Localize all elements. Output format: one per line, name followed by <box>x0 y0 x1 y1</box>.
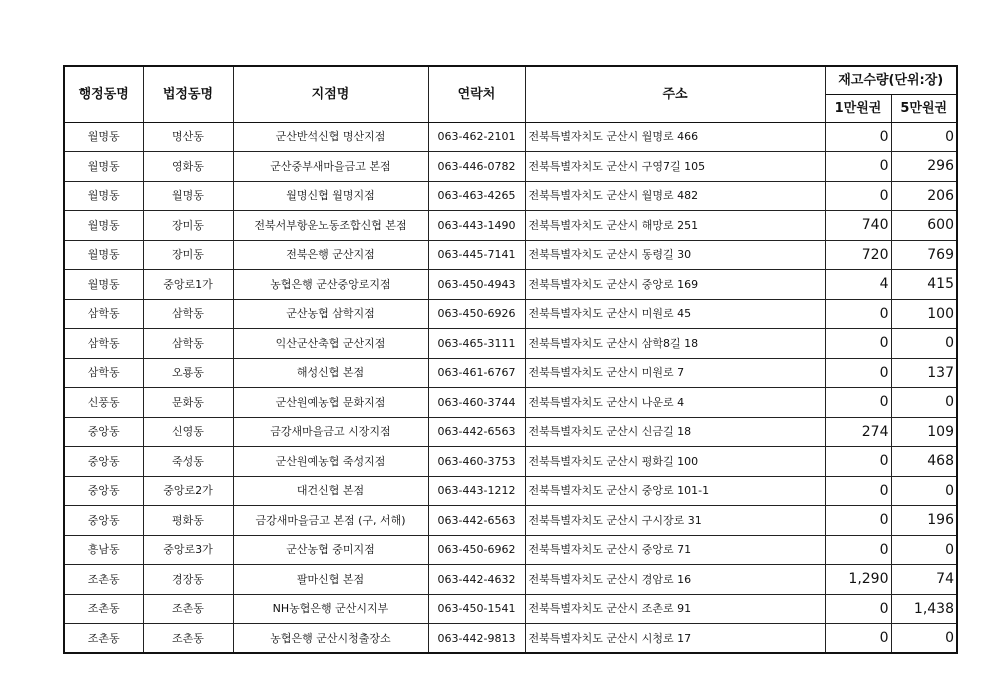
cell-contact: 063-442-6563 <box>428 506 525 536</box>
cell-stock-50k: 196 <box>891 506 957 536</box>
cell-stock-10k: 0 <box>825 476 891 506</box>
cell-stock-50k: 296 <box>891 152 957 182</box>
cell-branch: 팔마신협 본점 <box>233 565 428 595</box>
cell-branch: 군산농협 삼학지점 <box>233 299 428 329</box>
cell-stock-50k: 0 <box>891 624 957 654</box>
cell-address: 전북특별자치도 군산시 조촌로 91 <box>525 594 825 624</box>
cell-stock-10k: 0 <box>825 594 891 624</box>
cell-contact: 063-462-2101 <box>428 122 525 152</box>
cell-address: 전북특별자치도 군산시 평화길 100 <box>525 447 825 477</box>
cell-legal-dong: 신영동 <box>143 417 233 447</box>
cell-admin-dong: 조촌동 <box>64 624 143 654</box>
cell-address: 전북특별자치도 군산시 미원로 45 <box>525 299 825 329</box>
cell-stock-10k: 274 <box>825 417 891 447</box>
cell-branch: 전북서부항운노동조합신협 본점 <box>233 211 428 241</box>
cell-contact: 063-460-3753 <box>428 447 525 477</box>
cell-legal-dong: 죽성동 <box>143 447 233 477</box>
cell-contact: 063-442-6563 <box>428 417 525 447</box>
header-stock-group: 재고수량(단위:장) <box>825 66 957 94</box>
table-row <box>64 181 957 211</box>
cell-stock-50k: 769 <box>891 240 957 270</box>
table-row <box>64 152 957 182</box>
table-body <box>64 122 957 653</box>
cell-stock-50k: 109 <box>891 417 957 447</box>
table-row <box>64 299 957 329</box>
cell-contact: 063-450-1541 <box>428 594 525 624</box>
cell-contact: 063-461-6767 <box>428 358 525 388</box>
cell-stock-50k: 206 <box>891 181 957 211</box>
cell-branch: 전북은행 군산지점 <box>233 240 428 270</box>
cell-admin-dong: 월명동 <box>64 211 143 241</box>
table-row <box>64 388 957 418</box>
cell-admin-dong: 중앙동 <box>64 506 143 536</box>
cell-address: 전북특별자치도 군산시 나운로 4 <box>525 388 825 418</box>
cell-stock-10k: 0 <box>825 152 891 182</box>
cell-branch: 농협은행 군산시청출장소 <box>233 624 428 654</box>
cell-admin-dong: 월명동 <box>64 152 143 182</box>
cell-admin-dong: 월명동 <box>64 240 143 270</box>
cell-stock-50k: 0 <box>891 535 957 565</box>
cell-admin-dong: 중앙동 <box>64 447 143 477</box>
cell-contact: 063-442-4632 <box>428 565 525 595</box>
table-row <box>64 476 957 506</box>
cell-address: 전북특별자치도 군산시 월명로 482 <box>525 181 825 211</box>
cell-stock-10k: 1,290 <box>825 565 891 595</box>
cell-contact: 063-443-1490 <box>428 211 525 241</box>
cell-contact: 063-450-6962 <box>428 535 525 565</box>
cell-stock-50k: 468 <box>891 447 957 477</box>
cell-branch: 대건신협 본점 <box>233 476 428 506</box>
table-row <box>64 358 957 388</box>
cell-legal-dong: 조촌동 <box>143 624 233 654</box>
stock-table <box>63 65 958 654</box>
cell-admin-dong: 조촌동 <box>64 594 143 624</box>
header-stock-50k: 5만원권 <box>891 94 957 122</box>
cell-contact: 063-450-6926 <box>428 299 525 329</box>
cell-legal-dong: 장미동 <box>143 211 233 241</box>
cell-legal-dong: 중앙로3가 <box>143 535 233 565</box>
cell-address: 전북특별자치도 군산시 동령길 30 <box>525 240 825 270</box>
cell-branch: 금강새마을금고 시장지점 <box>233 417 428 447</box>
cell-admin-dong: 중앙동 <box>64 476 143 506</box>
cell-stock-50k: 74 <box>891 565 957 595</box>
cell-address: 전북특별자치도 군산시 시청로 17 <box>525 624 825 654</box>
cell-stock-10k: 0 <box>825 122 891 152</box>
cell-stock-10k: 740 <box>825 211 891 241</box>
cell-legal-dong: 조촌동 <box>143 594 233 624</box>
cell-stock-50k: 100 <box>891 299 957 329</box>
cell-legal-dong: 삼학동 <box>143 329 233 359</box>
table-row <box>64 329 957 359</box>
cell-branch: 월명신협 월명지점 <box>233 181 428 211</box>
cell-stock-10k: 720 <box>825 240 891 270</box>
cell-admin-dong: 삼학동 <box>64 329 143 359</box>
table-row <box>64 447 957 477</box>
cell-admin-dong: 월명동 <box>64 270 143 300</box>
cell-legal-dong: 오룡동 <box>143 358 233 388</box>
cell-stock-10k: 0 <box>825 388 891 418</box>
table-row <box>64 624 957 654</box>
cell-branch: 군산원예농협 죽성지점 <box>233 447 428 477</box>
header-contact: 연락처 <box>428 66 525 122</box>
cell-contact: 063-443-1212 <box>428 476 525 506</box>
cell-contact: 063-442-9813 <box>428 624 525 654</box>
cell-legal-dong: 평화동 <box>143 506 233 536</box>
cell-stock-50k: 137 <box>891 358 957 388</box>
table-row <box>64 506 957 536</box>
cell-stock-10k: 4 <box>825 270 891 300</box>
cell-stock-50k: 600 <box>891 211 957 241</box>
table-row <box>64 122 957 152</box>
cell-admin-dong: 삼학동 <box>64 358 143 388</box>
header-admin-dong: 행정동명 <box>64 66 143 122</box>
cell-legal-dong: 경장동 <box>143 565 233 595</box>
header-branch: 지점명 <box>233 66 428 122</box>
cell-admin-dong: 삼학동 <box>64 299 143 329</box>
cell-admin-dong: 조촌동 <box>64 565 143 595</box>
cell-legal-dong: 영화동 <box>143 152 233 182</box>
cell-address: 전북특별자치도 군산시 중앙로 169 <box>525 270 825 300</box>
cell-branch: 군산반석신협 명산지점 <box>233 122 428 152</box>
cell-address: 전북특별자치도 군산시 중앙로 101-1 <box>525 476 825 506</box>
cell-legal-dong: 중앙로2가 <box>143 476 233 506</box>
cell-address: 전북특별자치도 군산시 해망로 251 <box>525 211 825 241</box>
table-header <box>64 66 957 122</box>
cell-legal-dong: 중앙로1가 <box>143 270 233 300</box>
cell-admin-dong: 신풍동 <box>64 388 143 418</box>
cell-address: 전북특별자치도 군산시 삼학8길 18 <box>525 329 825 359</box>
header-stock-10k: 1만원권 <box>825 94 891 122</box>
table-row <box>64 240 957 270</box>
cell-address: 전북특별자치도 군산시 미원로 7 <box>525 358 825 388</box>
cell-branch: 군산원예농협 문화지점 <box>233 388 428 418</box>
cell-stock-10k: 0 <box>825 358 891 388</box>
cell-legal-dong: 명산동 <box>143 122 233 152</box>
table-row <box>64 535 957 565</box>
cell-stock-10k: 0 <box>825 624 891 654</box>
cell-legal-dong: 문화동 <box>143 388 233 418</box>
cell-stock-10k: 0 <box>825 506 891 536</box>
cell-branch: 금강새마을금고 본점 (구, 서해) <box>233 506 428 536</box>
cell-branch: 군산중부새마을금고 본점 <box>233 152 428 182</box>
cell-contact: 063-460-3744 <box>428 388 525 418</box>
cell-stock-10k: 0 <box>825 329 891 359</box>
cell-contact: 063-463-4265 <box>428 181 525 211</box>
header-legal-dong: 법정동명 <box>143 66 233 122</box>
cell-address: 전북특별자치도 군산시 신금길 18 <box>525 417 825 447</box>
table-row <box>64 417 957 447</box>
cell-stock-10k: 0 <box>825 535 891 565</box>
table-row <box>64 594 957 624</box>
cell-legal-dong: 장미동 <box>143 240 233 270</box>
table-row <box>64 270 957 300</box>
cell-contact: 063-446-0782 <box>428 152 525 182</box>
cell-stock-50k: 0 <box>891 476 957 506</box>
cell-address: 전북특별자치도 군산시 구영7길 105 <box>525 152 825 182</box>
cell-branch: NH농협은행 군산시지부 <box>233 594 428 624</box>
table-row <box>64 211 957 241</box>
cell-address: 전북특별자치도 군산시 구시장로 31 <box>525 506 825 536</box>
cell-stock-50k: 415 <box>891 270 957 300</box>
cell-address: 전북특별자치도 군산시 중앙로 71 <box>525 535 825 565</box>
cell-branch: 익산군산축협 군산지점 <box>233 329 428 359</box>
cell-address: 전북특별자치도 군산시 월명로 466 <box>525 122 825 152</box>
header-address: 주소 <box>525 66 825 122</box>
cell-contact: 063-465-3111 <box>428 329 525 359</box>
cell-branch: 군산농협 중미지점 <box>233 535 428 565</box>
cell-stock-50k: 0 <box>891 122 957 152</box>
cell-stock-10k: 0 <box>825 299 891 329</box>
cell-stock-50k: 0 <box>891 388 957 418</box>
cell-admin-dong: 흥남동 <box>64 535 143 565</box>
cell-admin-dong: 중앙동 <box>64 417 143 447</box>
cell-stock-50k: 0 <box>891 329 957 359</box>
table-row <box>64 565 957 595</box>
cell-legal-dong: 삼학동 <box>143 299 233 329</box>
cell-branch: 농협은행 군산중앙로지점 <box>233 270 428 300</box>
cell-admin-dong: 월명동 <box>64 122 143 152</box>
cell-stock-10k: 0 <box>825 181 891 211</box>
cell-address: 전북특별자치도 군산시 경암로 16 <box>525 565 825 595</box>
cell-stock-10k: 0 <box>825 447 891 477</box>
cell-admin-dong: 월명동 <box>64 181 143 211</box>
cell-legal-dong: 월명동 <box>143 181 233 211</box>
cell-contact: 063-445-7141 <box>428 240 525 270</box>
cell-stock-50k: 1,438 <box>891 594 957 624</box>
cell-branch: 해성신협 본점 <box>233 358 428 388</box>
cell-contact: 063-450-4943 <box>428 270 525 300</box>
